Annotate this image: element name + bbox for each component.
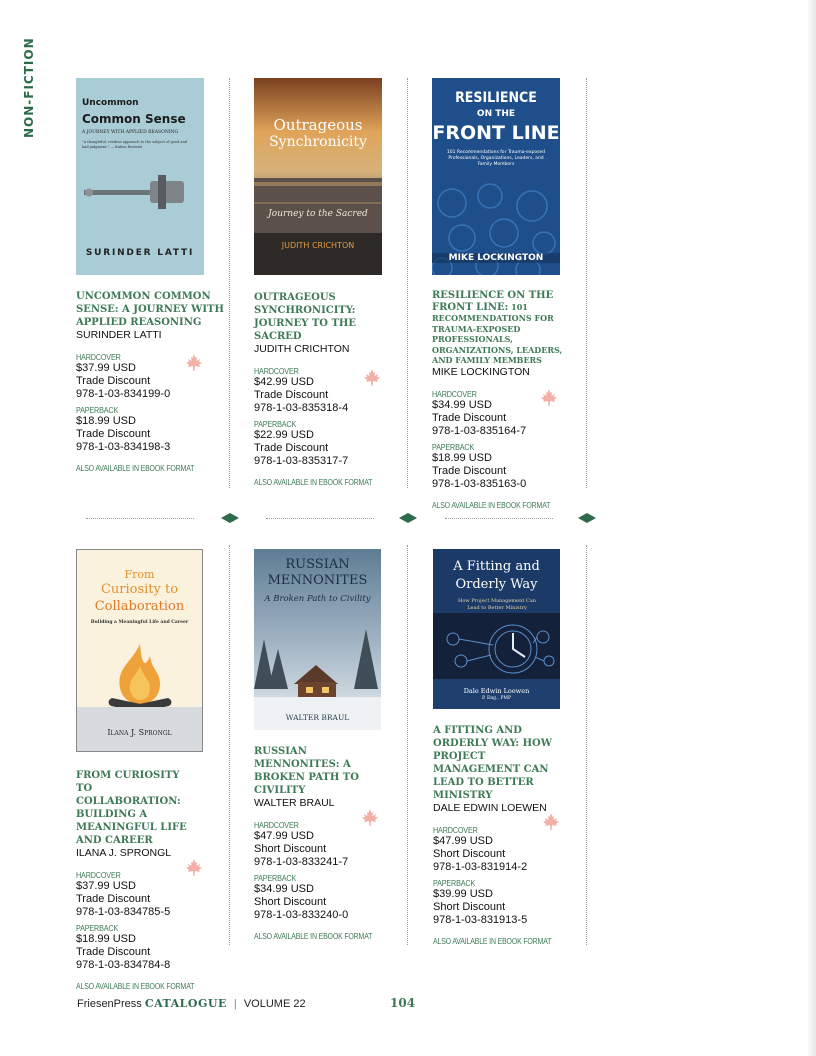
discount: Trade Discount (254, 442, 329, 454)
page-number: 104 (390, 996, 416, 1010)
price: $39.99 USD (433, 888, 493, 900)
book-author: SURINDER LATTI (76, 329, 162, 341)
isbn: 978-1-03-834198-3 (76, 441, 171, 453)
footer-brand: FriesenPress (77, 998, 142, 1010)
price: $37.99 USD (76, 362, 136, 374)
format-label: PAPERBACK (76, 923, 119, 933)
maple-leaf-icon (541, 812, 561, 832)
column-divider (229, 545, 230, 945)
book-author: DALE EDWIN LOEWEN (433, 802, 547, 814)
cover-title: Collaboration (94, 599, 185, 614)
ebook-note: ALSO AVAILABLE IN EBOOK FORMAT (76, 463, 195, 473)
format-label: PAPERBACK (254, 419, 297, 429)
cover-title: MENNONITES (267, 573, 368, 588)
page-edge (808, 0, 816, 1056)
cover-title: Common Sense (82, 112, 186, 126)
cover-title: Synchronicity (269, 134, 367, 150)
cover-quote: "A thoughtful, restless approach to the subject of good and bad judgment." — Kirkus Reviews (82, 140, 187, 149)
isbn: 978-1-03-833240-0 (254, 909, 349, 921)
price: $18.99 USD (76, 933, 136, 945)
cover-title: From (124, 568, 155, 581)
cover-title: Outrageous (273, 116, 363, 134)
book-title[interactable]: A FITTING AND ORDERLY WAY: HOW PROJECT MANAGEMENT CAN LEAD TO BETTER MINISTRY (433, 725, 552, 801)
column-divider (586, 78, 587, 488)
cover-subtitle: How Project Management Can Lead to Better Ministry (458, 598, 536, 611)
row-divider (266, 518, 374, 519)
maple-leaf-icon (362, 368, 382, 388)
book-cover[interactable] (254, 549, 381, 730)
cover-subtitle: 101 Recommendations for Trauma-exposed Professionals, Organizations, Leaders, and Family Members (446, 150, 546, 167)
book-entry (254, 291, 394, 487)
book-title[interactable]: FROM CURIOSITY TO COLLABORATION: BUILDING A MEANINGFUL LIFE AND CAREER (76, 770, 187, 846)
book-cover[interactable] (76, 549, 203, 752)
cover-subtitle: Building a Meaningful Life and Career (90, 620, 189, 625)
book-cover[interactable] (254, 78, 382, 275)
price: $47.99 USD (254, 830, 314, 842)
discount: Trade Discount (76, 428, 151, 440)
book-entry (76, 769, 196, 991)
book-cover[interactable] (433, 549, 560, 709)
book-title[interactable]: OUTRAGEOUS SYNCHRONICITY: JOURNEY TO THE SACRED (254, 292, 357, 342)
isbn: 978-1-03-834784-8 (76, 959, 171, 971)
column-divider (407, 545, 408, 945)
discount: Trade Discount (76, 946, 151, 958)
book-title-rest: 101 RECOMMENDATIONS FOR TRAUMA-EXPOSED PROFESSIONALS, ORGANIZATIONS, LEADERS, AND FAMILY MEMBERS (432, 301, 563, 365)
cover-title: FRONT LINE (432, 122, 560, 144)
column-divider (229, 78, 230, 488)
diamond-ornament (578, 513, 596, 523)
ebook-note: ALSO AVAILABLE IN EBOOK FORMAT (433, 936, 552, 946)
isbn: 978-1-03-835163-0 (432, 477, 527, 490)
book-cover[interactable] (76, 78, 204, 275)
cover-author: MIKE LOCKINGTON (432, 253, 560, 263)
maple-leaf-icon (539, 388, 559, 408)
door-latch-illustration (84, 173, 196, 213)
cover-credentials: P. Eng., PMP (482, 696, 511, 701)
ebook-note: ALSO AVAILABLE IN EBOOK FORMAT (432, 499, 551, 510)
discount: Trade Discount (76, 893, 151, 905)
maple-leaf-icon (184, 858, 204, 878)
ebook-note: ALSO AVAILABLE IN EBOOK FORMAT (254, 931, 373, 941)
book-entry (76, 290, 226, 473)
cover-author: JUDITH CRICHTON (281, 241, 355, 250)
format-label: HARDCOVER (432, 388, 477, 399)
book-cover[interactable] (432, 78, 560, 275)
section-label: NON-FICTION (22, 37, 36, 138)
discount: Trade Discount (254, 389, 329, 401)
diamond-ornament (399, 513, 417, 523)
price: $47.99 USD (433, 835, 493, 847)
price: $18.99 USD (76, 415, 136, 427)
maple-leaf-icon (360, 808, 380, 828)
discount: Short Discount (254, 896, 327, 908)
discount: Short Discount (254, 843, 327, 855)
cover-subtitle: A JOURNEY WITH APPLIED REASONING (82, 130, 179, 135)
book-entry (433, 724, 563, 946)
ebook-note: ALSO AVAILABLE IN EBOOK FORMAT (76, 981, 195, 991)
discount: Trade Discount (432, 464, 507, 477)
book-author: MIKE LOCKINGTON (432, 365, 530, 378)
format-label: HARDCOVER (76, 870, 121, 880)
book-author: ILANA J. SPRONGL (76, 847, 172, 859)
cover-title: RUSSIAN (285, 557, 350, 572)
cover-author: WALTER BRAUL (285, 713, 350, 722)
isbn: 978-1-03-831914-2 (433, 861, 528, 873)
isbn: 978-1-03-831913-5 (433, 914, 528, 926)
footer-catalogue: CATALOGUE (144, 997, 227, 1010)
book-title-lead: RESILIENCE ON THE FRONT LINE: (432, 290, 554, 313)
price: $34.99 USD (254, 883, 314, 895)
cover-author: Dale Edwin Loewen (463, 687, 530, 695)
book-title[interactable] (432, 290, 577, 366)
isbn: 978-1-03-835317-7 (254, 455, 349, 467)
isbn: 978-1-03-834199-0 (76, 388, 171, 400)
cover-title: Curiosity to (100, 582, 179, 597)
isbn: 978-1-03-835318-4 (254, 402, 349, 414)
format-label: PAPERBACK (76, 405, 119, 415)
format-label: HARDCOVER (76, 352, 121, 362)
column-divider (586, 545, 587, 945)
footer-volume: VOLUME 22 (243, 998, 306, 1010)
row-divider (445, 518, 553, 519)
price: $18.99 USD (432, 451, 492, 464)
badge-pattern-illustration (432, 78, 560, 275)
discount: Short Discount (433, 848, 506, 860)
diamond-ornament (221, 513, 239, 523)
column-divider (407, 78, 408, 488)
discount: Trade Discount (432, 411, 507, 424)
row-divider (86, 518, 194, 519)
maple-leaf-icon (184, 353, 204, 373)
cover-author: Ilana J. Sprongl (107, 728, 172, 737)
cover-title: A Fitting and (453, 559, 540, 574)
price: $22.99 USD (254, 429, 314, 441)
cover-title: Uncommon (82, 98, 139, 108)
format-label: HARDCOVER (433, 825, 478, 835)
price: $34.99 USD (432, 398, 492, 411)
footer-separator: | (233, 998, 237, 1010)
format-label: HARDCOVER (254, 366, 299, 376)
format-label: PAPERBACK (433, 878, 476, 888)
book-title[interactable]: RUSSIAN MENNONITES: A BROKEN PATH TO CIVILITY (254, 746, 359, 796)
ebook-note: ALSO AVAILABLE IN EBOOK FORMAT (254, 477, 373, 487)
book-author: WALTER BRAUL (254, 797, 335, 809)
isbn: 978-1-03-835164-7 (432, 424, 527, 437)
price: $42.99 USD (254, 376, 314, 388)
cover-title: RESILIENCE (455, 90, 537, 106)
book-author: JUDITH CRICHTON (254, 343, 350, 355)
isbn: 978-1-03-834785-5 (76, 906, 171, 918)
book-title[interactable]: UNCOMMON COMMON SENSE: A JOURNEY WITH APPLIED REASONING (76, 291, 224, 328)
cover-subtitle: Journey to the Sacred (268, 209, 368, 219)
page-footer (77, 997, 306, 1010)
cover-title: ON THE (476, 109, 516, 119)
price: $37.99 USD (76, 880, 136, 892)
cover-author: SURINDER LATTI (85, 248, 195, 258)
format-label: PAPERBACK (432, 441, 475, 452)
discount: Trade Discount (76, 375, 151, 387)
book-entry (254, 745, 389, 941)
format-label: HARDCOVER (254, 820, 299, 830)
discount: Short Discount (433, 901, 506, 913)
format-label: PAPERBACK (254, 873, 297, 883)
cover-subtitle: A Broken Path to Civility (264, 594, 371, 604)
isbn: 978-1-03-833241-7 (254, 856, 349, 868)
cover-title: Orderly Way (455, 577, 538, 592)
